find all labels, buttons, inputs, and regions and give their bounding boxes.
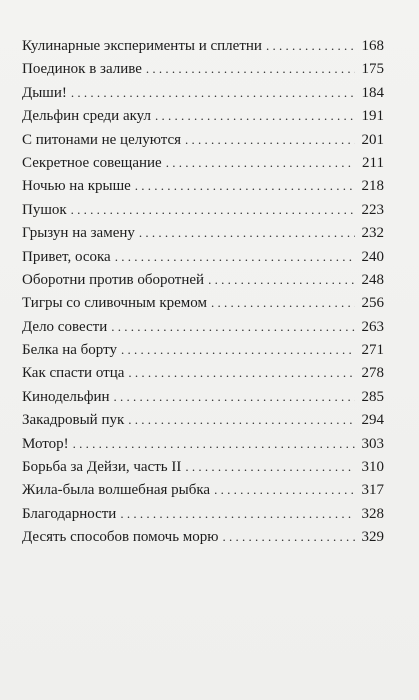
toc-entry (22, 455, 384, 478)
toc-entry-title: Дело совести (22, 318, 108, 335)
dot-leader (71, 81, 355, 104)
dot-leader (128, 408, 355, 431)
toc-entry-page-number: 271 (361, 342, 384, 359)
table-of-contents (22, 34, 384, 549)
toc-entry (22, 268, 384, 291)
dot-leader (185, 455, 355, 478)
toc-entry-title: Поединок в заливе (22, 61, 142, 78)
dot-leader (223, 525, 355, 548)
toc-entry-title: Грызун на замену (22, 225, 135, 242)
toc-entry-page-number: 328 (361, 505, 384, 522)
toc-entry-page-number: 218 (361, 178, 384, 195)
dot-leader (266, 34, 355, 57)
dot-leader (214, 478, 355, 501)
toc-entry-title: Дельфин среди акул (22, 108, 152, 125)
dot-leader (111, 315, 355, 338)
toc-entry (22, 408, 384, 431)
toc-entry-title: Белка на борту (22, 342, 117, 359)
toc-entry (22, 151, 384, 174)
dot-leader (114, 385, 355, 408)
toc-entry-title: Привет, осока (22, 248, 111, 265)
toc-entry-title: Борьба за Дейзи, часть II (22, 459, 182, 476)
toc-entry (22, 34, 384, 57)
toc-entry-page-number: 184 (361, 84, 384, 101)
toc-entry (22, 361, 384, 384)
toc-entry-title: Ночью на крыше (22, 178, 131, 195)
dot-leader (166, 151, 355, 174)
toc-entry-title: Кинодельфин (22, 388, 110, 405)
toc-entry-title: Мотор! (22, 435, 69, 452)
toc-entry (22, 81, 384, 104)
toc-entry-title: Как спасти отца (22, 365, 125, 382)
toc-entry-page-number: 278 (361, 365, 384, 382)
toc-entry (22, 57, 384, 80)
toc-entry-title: Кулинарные эксперименты и сплетни (22, 38, 262, 54)
toc-entry (22, 338, 384, 361)
toc-entry (22, 198, 384, 221)
toc-entry (22, 291, 384, 314)
dot-leader (155, 104, 355, 127)
toc-entry (22, 478, 384, 501)
toc-entry-page-number: 232 (361, 225, 384, 242)
dot-leader (208, 268, 355, 291)
toc-entry (22, 525, 384, 548)
toc-entry-title: Благодарности (22, 505, 117, 522)
dot-leader (185, 128, 355, 151)
toc-entry-title: Десять способов помочь морю (22, 529, 219, 546)
toc-entry (22, 245, 384, 268)
toc-entry-page-number: 223 (361, 201, 384, 218)
dot-leader (71, 198, 355, 221)
toc-entry (22, 174, 384, 197)
toc-entry-page-number: 256 (361, 295, 384, 312)
toc-entry-page-number: 211 (362, 154, 384, 171)
dot-leader (146, 57, 355, 80)
toc-entry-page-number: 191 (361, 108, 384, 125)
dot-leader (121, 338, 355, 361)
toc-entry (22, 502, 384, 525)
toc-entry-page-number: 175 (361, 61, 384, 78)
toc-entry (22, 221, 384, 244)
toc-entry-title: Жила-была волшебная рыбка (22, 482, 211, 499)
toc-entry-title: Секретное совещание (22, 154, 162, 171)
toc-entry-page-number: 317 (361, 482, 384, 499)
dot-leader (135, 174, 355, 197)
toc-entry-page-number: 248 (361, 271, 384, 288)
toc-entry (22, 315, 384, 338)
dot-leader (73, 432, 355, 455)
toc-entry-title: Тигры со сливочным кремом (22, 295, 208, 312)
toc-entry-title: Оборотни против оборотней (22, 271, 205, 288)
toc-entry-page-number: 240 (361, 248, 384, 265)
dot-leader (115, 245, 355, 268)
dot-leader (211, 291, 355, 314)
toc-entry-page-number: 303 (361, 435, 384, 452)
toc-entry-title: С питонами не целуются (22, 131, 182, 148)
toc-entry-page-number: 168 (361, 38, 384, 54)
toc-entry (22, 385, 384, 408)
toc-entry-page-number: 285 (361, 388, 384, 405)
toc-entry-page-number: 263 (361, 318, 384, 335)
toc-entry (22, 432, 384, 455)
dot-leader (128, 361, 355, 384)
dot-leader (120, 502, 355, 525)
toc-entry-page-number: 329 (361, 529, 384, 546)
toc-entry (22, 104, 384, 127)
toc-entry-title: Закадровый пук (22, 412, 125, 429)
toc-entry-page-number: 310 (361, 459, 384, 476)
toc-entry-page-number: 294 (361, 412, 384, 429)
toc-entry-title: Дыши! (22, 84, 67, 101)
toc-entry-page-number: 201 (361, 131, 384, 148)
toc-entry-title: Пушок (22, 201, 67, 218)
toc-entry (22, 128, 384, 151)
dot-leader (139, 221, 355, 244)
